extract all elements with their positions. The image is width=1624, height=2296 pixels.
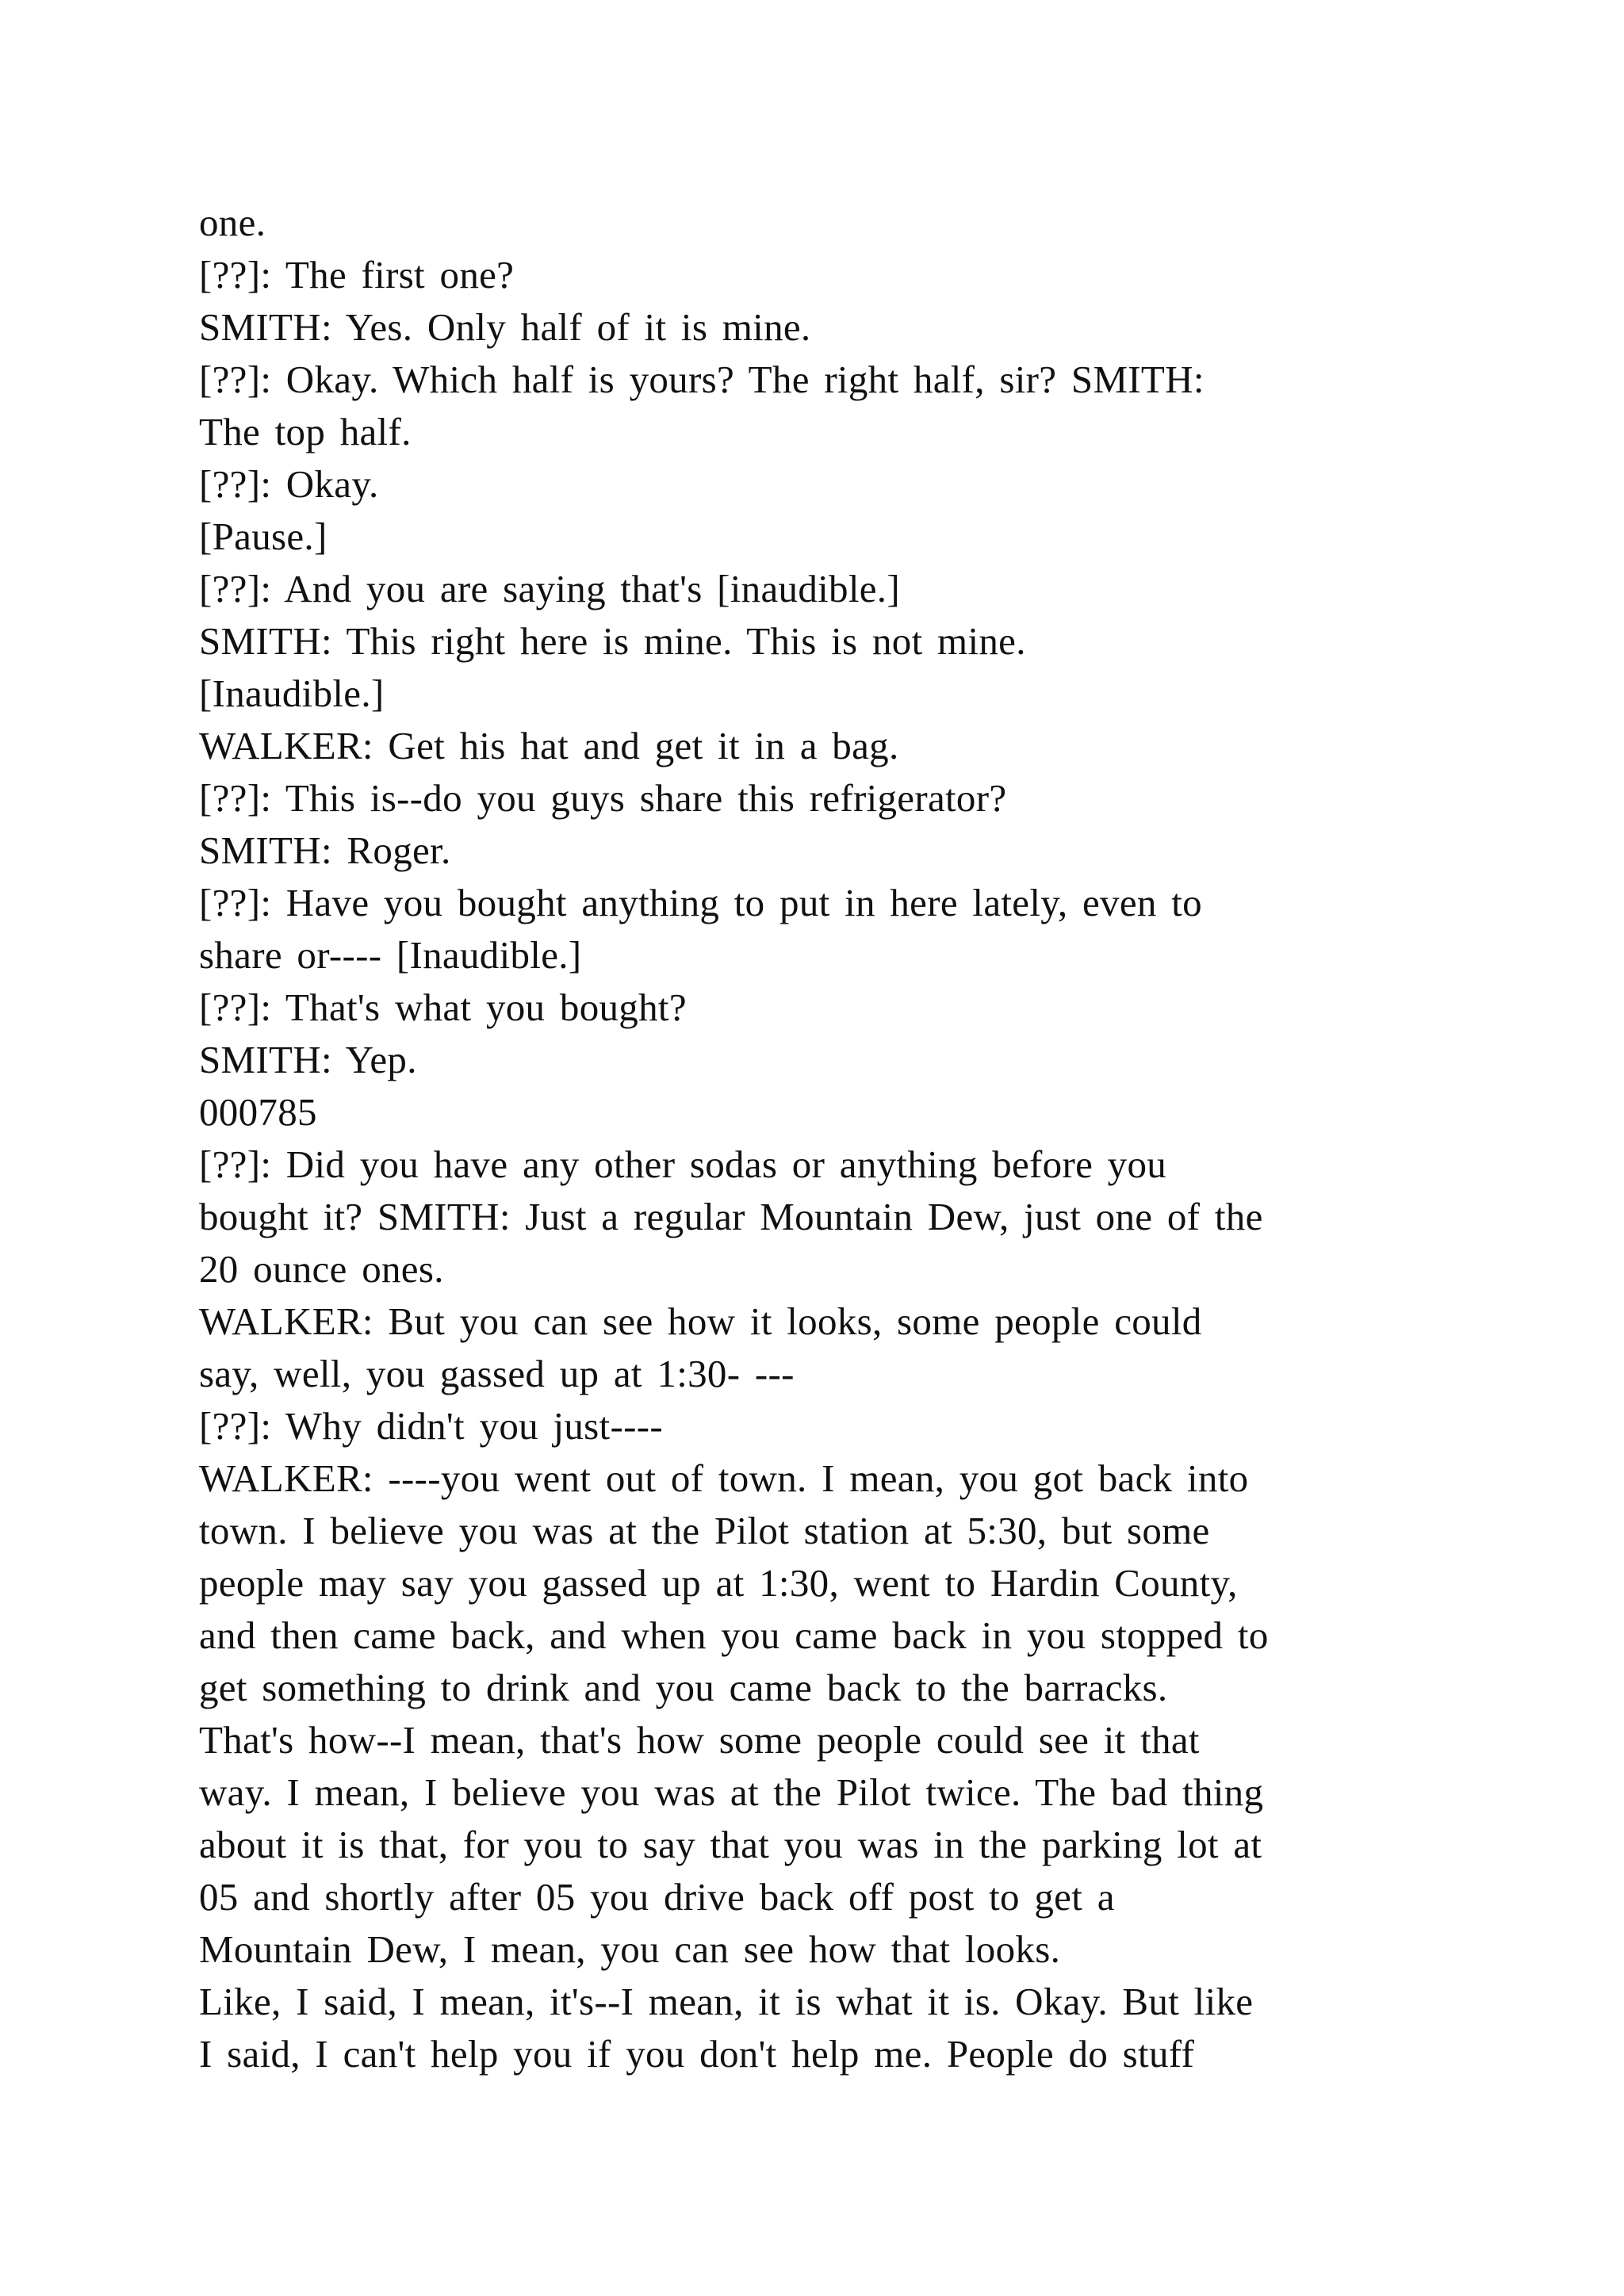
transcript-line: and then came back, and when you came back in you stopped to [199, 1613, 1269, 1657]
transcript-line: share or---- [Inaudible.] [199, 933, 582, 977]
transcript-line: 05 and shortly after 05 you drive back off post to get a [199, 1875, 1115, 1919]
transcript-line: SMITH: Yes. Only half of it is mine. [199, 305, 811, 349]
transcript-line: [??]: Why didn't you just---- [199, 1404, 663, 1448]
transcript-line: Mountain Dew, I mean, you can see how that looks. [199, 1927, 1061, 1971]
transcript-line: SMITH: This right here is mine. This is not mine. [199, 619, 1026, 663]
transcript-line: [??]: That's what you bought? [199, 985, 687, 1029]
transcript-line: SMITH: Yep. [199, 1038, 417, 1081]
transcript-line: SMITH: Roger. [199, 828, 451, 872]
transcript-line: bought it? SMITH: Just a regular Mountain Dew, just one of the [199, 1195, 1263, 1238]
transcript-line: WALKER: But you can see how it looks, some people could [199, 1299, 1202, 1343]
transcript-line: [Pause.] [199, 515, 327, 558]
transcript-line: get something to drink and you came back to the barracks. [199, 1666, 1168, 1709]
transcript-line: about it is that, for you to say that you was in the parking lot at [199, 1823, 1262, 1866]
transcript-line: [??]: Did you have any other sodas or anything before you [199, 1142, 1167, 1186]
transcript-line: [??]: The first one? [199, 253, 515, 297]
transcript-line: Like, I said, I mean, it's--I mean, it is what it is. Okay. But like [199, 1980, 1254, 2023]
transcript-line: [??]: And you are saying that's [inaudible.] [199, 567, 900, 610]
transcript-line: [??]: Okay. Which half is yours? The right half, sir? SMITH: [199, 358, 1205, 401]
transcript-line: [??]: This is--do you guys share this refrigerator? [199, 776, 1007, 820]
transcript-line: say, well, you gassed up at 1:30- --- [199, 1352, 795, 1395]
transcript-line: one. [199, 201, 266, 244]
transcript-line: I said, I can't help you if you don't help me. People do stuff [199, 2032, 1195, 2076]
transcript-line: That's how--I mean, that's how some people could see it that [199, 1718, 1200, 1762]
transcript-text [199, 197, 1436, 2080]
page-number: 000785 [199, 1090, 317, 1134]
transcript-line: WALKER: Get his hat and get it in a bag. [199, 724, 899, 767]
transcript-line: [??]: Okay. [199, 462, 379, 506]
transcript-line: WALKER: ----you went out of town. I mean, you got back into [199, 1456, 1249, 1500]
transcript-line: [??]: Have you bought anything to put in here lately, even to [199, 881, 1202, 924]
transcript-line: [Inaudible.] [199, 672, 385, 715]
transcript-line: way. I mean, I believe you was at the Pilot twice. The bad thing [199, 1770, 1264, 1814]
transcript-line: town. I believe you was at the Pilot station at 5:30, but some [199, 1509, 1210, 1552]
transcript-line: The top half. [199, 410, 412, 453]
transcript-line: people may say you gassed up at 1:30, went to Hardin County, [199, 1561, 1238, 1605]
transcript-line: 20 ounce ones. [199, 1247, 444, 1291]
